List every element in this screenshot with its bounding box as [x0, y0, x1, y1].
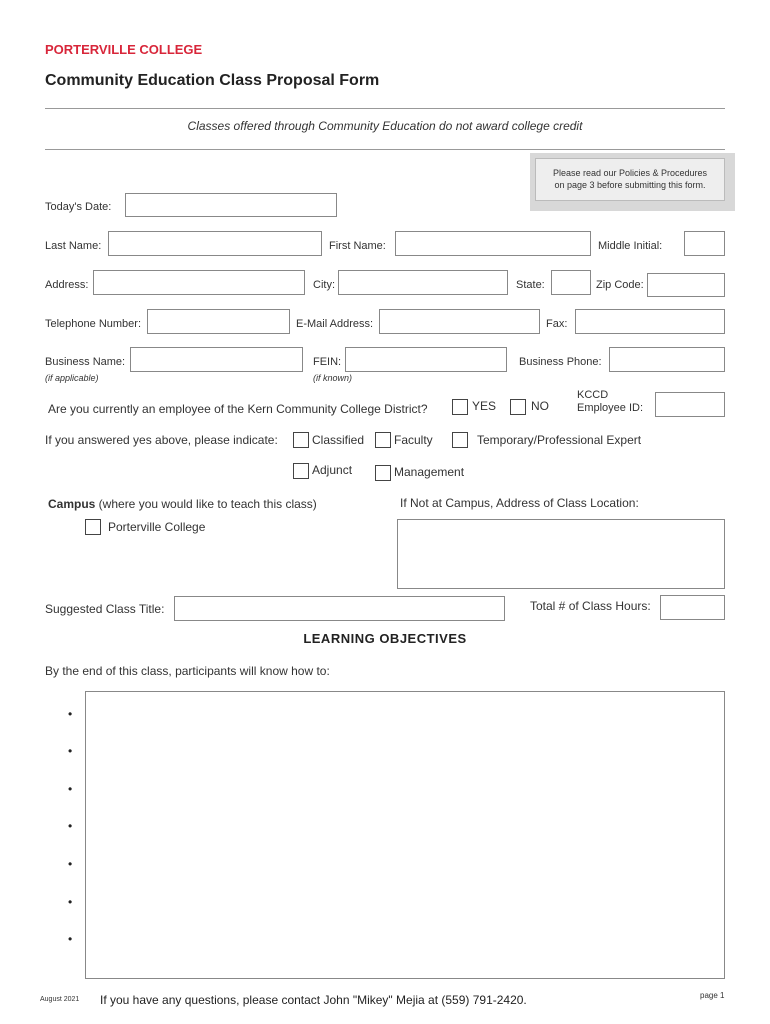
adjunct-label: Adjunct — [312, 463, 353, 477]
no-checkbox[interactable] — [510, 399, 526, 415]
suggested-title-label: Suggested Class Title: — [45, 602, 165, 616]
telephone-field[interactable] — [147, 309, 290, 334]
objective-bullet: • — [68, 707, 73, 721]
college-name: PORTERVILLE COLLEGE — [45, 42, 203, 57]
footer-contact: If you have any questions, please contact John "Mikey" Mejia at (559) 791-2420. — [100, 993, 527, 1007]
last-name-label: Last Name: — [45, 240, 102, 252]
form-subtitle: Classes offered through Community Education do not award college credit — [187, 119, 583, 133]
zip-field[interactable] — [647, 273, 725, 297]
telephone-label: Telephone Number: — [45, 318, 142, 330]
business-phone-field[interactable] — [609, 347, 725, 372]
adjunct-checkbox[interactable] — [293, 463, 309, 479]
objectives-prompt: By the end of this class, participants will know how to: — [45, 664, 330, 678]
objective-bullet: • — [68, 857, 73, 871]
state-field[interactable] — [551, 270, 591, 295]
campus-heading — [48, 497, 317, 511]
objective-bullet: • — [68, 744, 73, 758]
faculty-checkbox[interactable] — [375, 432, 391, 448]
objectives-heading: LEARNING OBJECTIVES — [303, 631, 467, 646]
management-checkbox[interactable] — [375, 465, 391, 481]
email-label: E-Mail Address: — [296, 318, 374, 330]
notice-line-2: on page 3 before submitting this form. — [554, 180, 706, 190]
objective-bullet: • — [68, 819, 73, 833]
fax-label: Fax: — [546, 318, 568, 330]
total-hours-field[interactable] — [660, 595, 725, 620]
temporary-checkbox[interactable] — [452, 432, 468, 448]
classified-checkbox[interactable] — [293, 432, 309, 448]
address-label: Address: — [45, 279, 89, 291]
fein-note: (if known) — [313, 373, 353, 383]
notice-line-1: Please read our Policies & Procedures — [552, 168, 708, 178]
state-label: State: — [516, 279, 545, 291]
employment-type-prompt: If you answered yes above, please indicate: — [45, 433, 278, 447]
footer-date: August 2021 — [40, 996, 80, 1003]
last-name-field[interactable] — [108, 231, 322, 256]
business-name-label: Business Name: — [45, 356, 126, 368]
fax-field[interactable] — [575, 309, 725, 334]
todays-date-label: Today's Date: — [45, 201, 112, 213]
no-label: NO — [531, 399, 549, 413]
objective-bullet: • — [68, 782, 73, 796]
fein-label: FEIN: — [313, 356, 342, 368]
notice-box — [530, 153, 735, 211]
business-name-field[interactable] — [130, 347, 303, 372]
objectives-field[interactable] — [85, 691, 725, 979]
kccd-employee-id-field[interactable] — [655, 392, 725, 417]
porterville-college-checkbox[interactable] — [85, 519, 101, 535]
first-name-field[interactable] — [395, 231, 591, 256]
yes-label: YES — [472, 399, 497, 413]
faculty-label: Faculty — [394, 433, 433, 447]
kccd-label-line2: Employee ID: — [577, 402, 644, 414]
campus-heading-rest: (where you would like to teach this class) — [95, 497, 317, 511]
business-name-note: (if applicable) — [45, 373, 99, 383]
management-label: Management — [394, 465, 465, 479]
classified-label: Classified — [312, 433, 365, 447]
divider-bottom — [45, 149, 725, 150]
city-label: City: — [313, 279, 335, 291]
zip-label: Zip Code: — [596, 279, 644, 291]
footer-page: page 1 — [700, 991, 725, 1000]
campus-heading-bold: Campus — [48, 497, 96, 511]
objective-bullet: • — [68, 932, 73, 946]
alt-location-field[interactable] — [397, 519, 725, 589]
email-field[interactable] — [379, 309, 540, 334]
fein-field[interactable] — [345, 347, 507, 372]
divider-top — [45, 108, 725, 109]
middle-initial-label: Middle Initial: — [598, 240, 663, 252]
employee-question: Are you currently an employee of the Kern Community College District? — [48, 402, 428, 416]
total-hours-label: Total # of Class Hours: — [530, 599, 651, 613]
form-title: Community Education Class Proposal Form — [45, 72, 380, 89]
address-field[interactable] — [93, 270, 305, 295]
porterville-college-label: Porterville College — [108, 520, 206, 534]
kccd-label-line1: KCCD — [577, 389, 609, 401]
objective-bullet: • — [68, 895, 73, 909]
first-name-label: First Name: — [329, 240, 386, 252]
city-field[interactable] — [338, 270, 508, 295]
suggested-title-field[interactable] — [174, 596, 505, 621]
alt-location-label: If Not at Campus, Address of Class Location: — [400, 496, 639, 510]
middle-initial-field[interactable] — [684, 231, 725, 256]
business-phone-label: Business Phone: — [519, 356, 602, 368]
yes-checkbox[interactable] — [452, 399, 468, 415]
todays-date-field[interactable] — [125, 193, 337, 217]
temporary-label: Temporary/Professional Expert — [477, 433, 642, 447]
